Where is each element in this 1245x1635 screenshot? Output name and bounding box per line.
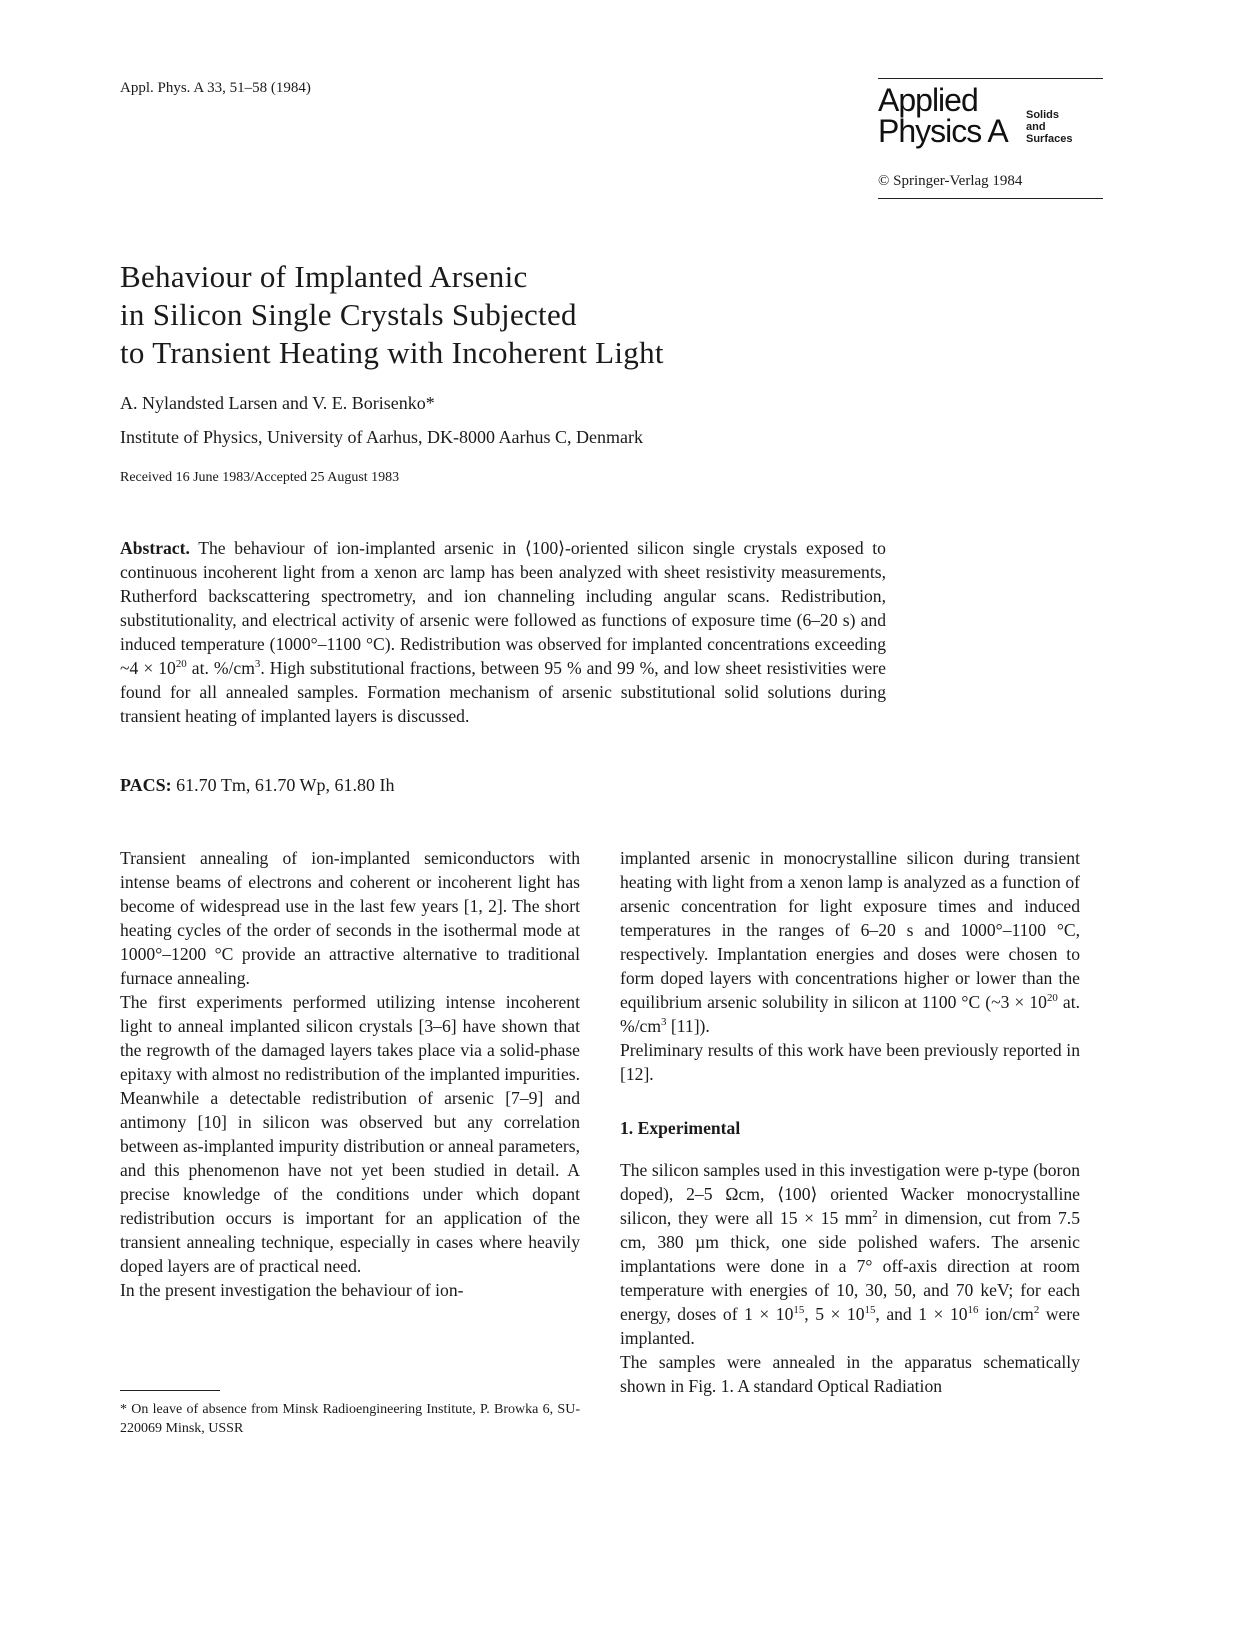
- affiliation: Institute of Physics, University of Aarhus, DK-8000 Aarhus C, Denmark: [120, 427, 643, 447]
- abstract-text-2: at. %/cm: [186, 658, 255, 678]
- text-run: in dimension, cut from 7.5 cm, 380 µm thick, one side polished wafers. The arsenic implantations were done in a 7° off-axis direction at room temperature with energies of 10, 30, 50, and 70 keV; for each energy, doses of 1 × 10: [620, 1208, 1080, 1324]
- logo-sub-3: Surfaces: [1026, 133, 1073, 145]
- abstract-text-1: The behaviour of ion-implanted arsenic in ⟨100⟩-oriented silicon single crystals exposed to continuous incoherent light from a xenon arc lamp has been analyzed with sheet resistivity measurements, Rutherford backscattering spectrometry, and ion channeling including angular scans. Redistribution, substitutionality, and electrical activity of arsenic were followed as functions of exposure time (6–20 s) and induced temperature (1000°–1100 °C). Redistribution was observed for implanted concentrations exceeding ~4 × 10: [120, 538, 886, 678]
- paragraph: Transient annealing of ion-implanted semiconductors with intense beams of electrons and coherent or incoherent light has become of widespread use in the last few years [1, 2]. The short heating cycles of the order of seconds in the isothermal mode at 1000°–1200 °C provide an attractive alternative to traditional furnace annealing.: [120, 848, 580, 988]
- text-run: , and 1 × 10: [875, 1304, 968, 1324]
- title-line-3: to Transient Heating with Incoherent Light: [120, 335, 664, 370]
- paragraph: [620, 846, 1080, 1038]
- text-run: implanted arsenic in monocrystalline silicon during transient heating with light from a xenon lamp is analyzed as a function of arsenic concentration for light exposure times and induced temperatures in the ranges of 6–20 s and 1000°–1100 °C, respectively. Implantation energies and doses were chosen to form doped layers with concentrations higher or lower than the equilibrium arsenic solubility in silicon at 1100 °C (~3 × 10: [620, 848, 1080, 1012]
- title-line-1: Behaviour of Implanted Arsenic: [120, 259, 528, 294]
- pacs-label: PACS:: [120, 775, 172, 795]
- text-run: [11]).: [666, 1016, 710, 1036]
- logo-line-1: Applied: [878, 82, 978, 118]
- article-title: [120, 258, 664, 372]
- paragraph: The first experiments performed utilizing intense incoherent light to anneal implanted silicon crystals [3–6] have shown that the regrowth of the damaged layers takes place via a solid-phase epitaxy with almost no redistribution of the implanted impurities. Meanwhile a detectable redistribution of arsenic [7–9] and antimony [10] in silicon was observed but any correlation between as-implanted impurity distribution or anneal parameters, and this phenomenon have not yet been studied in detail. A precise knowledge of the conditions under which dopant redistribution occurs is important for an application of the transient annealing technique, especially in cases where heavily doped layers are of practical need.: [120, 992, 580, 1276]
- section-heading: 1. Experimental: [620, 1118, 741, 1138]
- journal-logo: [878, 82, 1103, 167]
- authors: A. Nylandsted Larsen and V. E. Borisenko*: [120, 393, 435, 413]
- logo-line-2: Physics A: [878, 113, 1008, 149]
- journal-citation: Appl. Phys. A 33, 51–58 (1984): [120, 80, 311, 96]
- text-run: were implanted.: [620, 1304, 1080, 1348]
- pacs-values: 61.70 Tm, 61.70 Wp, 61.80 Ih: [176, 775, 395, 795]
- abstract-exp-2: 3: [254, 658, 261, 671]
- footnote-rule: [120, 1390, 220, 1391]
- copyright: © Springer-Verlag 1984: [878, 173, 1023, 189]
- top-rule: [878, 78, 1103, 79]
- journal-header-block: [878, 78, 1103, 199]
- abstract-label: Abstract.: [120, 538, 190, 558]
- superscript: 3: [661, 1016, 667, 1029]
- superscript: 2: [872, 1208, 878, 1221]
- title-line-2: in Silicon Single Crystals Subjected: [120, 297, 577, 332]
- bottom-rule: [878, 198, 1103, 199]
- text-run: , 5 × 10: [804, 1304, 865, 1324]
- paragraph: In the present investigation the behaviour of ion-: [120, 1280, 464, 1300]
- logo-sub-1: Solids: [1026, 109, 1060, 121]
- paragraph: The samples were annealed in the apparatus schematically shown in Fig. 1. A standard Optical Radiation: [620, 1352, 1080, 1396]
- superscript: 20: [1046, 992, 1058, 1005]
- abstract-exp-1: 20: [175, 658, 187, 671]
- superscript: 2: [1033, 1304, 1040, 1317]
- paragraph: [620, 1158, 1080, 1350]
- superscript: 16: [967, 1304, 979, 1317]
- text-run: ion/cm: [978, 1304, 1034, 1324]
- logo-sub-2: and: [1026, 121, 1046, 133]
- abstract-text-3: . High substitutional fractions, between 95 % and 99 %, and low sheet resistivities were found for all annealed samples. Formation mechanism of arsenic substitutional solid solutions during transient heating of implanted layers is discussed.: [120, 658, 886, 726]
- superscript: 15: [864, 1304, 876, 1317]
- body-column-right: [620, 846, 1080, 1398]
- footnote: * On leave of absence from Minsk Radioengineering Institute, P. Browka 6, SU-220069 Minsk, USSR: [120, 1402, 580, 1436]
- body-column-left: [120, 846, 580, 1302]
- text-run: The silicon samples used in this investigation were p-type (boron doped), 2–5 Ωcm, ⟨100⟩ oriented Wacker monocrystalline silicon, they were all 15 × 15 mm: [620, 1160, 1080, 1228]
- paragraph: Preliminary results of this work have been previously reported in [12].: [620, 1040, 1080, 1084]
- abstract: [120, 536, 886, 728]
- pacs: [120, 775, 395, 796]
- received-date: Received 16 June 1983/Accepted 25 August 1983: [120, 470, 400, 485]
- superscript: 15: [793, 1304, 805, 1317]
- text-run: at. %/cm: [620, 992, 1080, 1036]
